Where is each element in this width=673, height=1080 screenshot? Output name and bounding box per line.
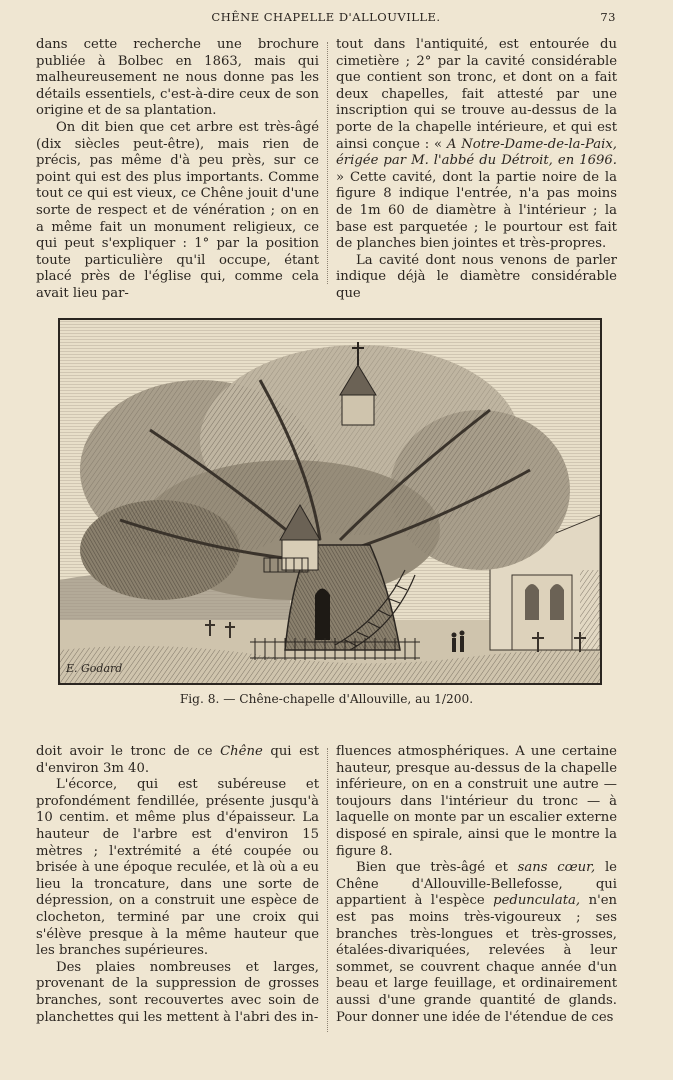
fence xyxy=(250,638,420,660)
running-head xyxy=(36,10,616,28)
text-run: » Cette cavité, dont la partie noire de la figure 8 indique l'entrée, n'a pas moins de 1m 60 de diamètre à l'intérieur ; la base est parquetée ; le pourtour est fait de planches bien jointes et très-propres. xyxy=(336,169,617,252)
paragraph: dans cette recherche une brochure publiée à Bolbec en 1863, mais qui malheureusement ne nous donne pas les détails essentiels, c'est-à-dire ceux de son origine et de sa plantation. xyxy=(36,37,319,119)
paragraph: L'écorce, qui est subéreuse et profondément fendillée, présente jusqu'à 10 centim. et même plus d'épaisseur. La hauteur de l'arbre est d'environ 15 mètres ; l'extrémité a été coupée ou brisée à une époque reculée, et là où a eu lieu la troncature, dans une sorte de dépression, on a construit une espèce de clocheton, terminé par une croix qui s'élève presque à la même hauteur que les branches supérieures. xyxy=(36,777,319,959)
running-title: CHÊNE CHAPELLE D'ALLOUVILLE. xyxy=(211,10,441,24)
paragraph: Des plaies nombreuses et larges, provenant de la suppression de grosses branches, sont recouvertes avec soin de planchettes qui les mettent à l'abri des in- xyxy=(36,959,319,1025)
emphasis: Chêne xyxy=(220,744,263,759)
page-number: 73 xyxy=(600,10,616,24)
column-divider xyxy=(327,42,328,284)
figure-caption: Fig. 8. — Chêne-chapelle d'Allouville, au 1/200. xyxy=(179,692,474,706)
text-run: Bien que très-âgé et xyxy=(356,860,508,876)
bottom-left-column xyxy=(36,744,319,1026)
paragraph xyxy=(36,744,319,777)
paragraph: On dit bien que cet arbre est très-âgé (dix siècles peut-être), mais rien de précis, pas même d'à peu près, sur ce point qui est des plus importants. Comme tout ce qui est vieux, ce Chêne jouit d'une sorte de respect et de vénération ; on en a même fait un monument religieux, ce qui peut s'expliquer : 1° par la position toute particulière qu'il occupe, étant placé près de l'église qui, comme cela avait lieu par- xyxy=(36,119,319,301)
bottom-right-column xyxy=(336,744,617,1026)
figure-engraving xyxy=(58,318,602,685)
text-run: tout dans l'antiquité, est entourée du cimetière ; 2° par la cavité considérable que contient son tronc, et dont on a fait deux chapelles, fait attesté par une inscription qui se trouve au-dessus de la porte de la chapelle intérieure, et qui est ainsi conçue : « xyxy=(336,37,617,152)
paragraph: La cavité dont nous venons de parler indique déjà le diamètre considérable que xyxy=(336,252,617,301)
paragraph xyxy=(336,37,617,253)
text-run: doit avoir le tronc de ce xyxy=(36,744,213,759)
column-divider xyxy=(327,748,328,1032)
engraver-signature: E. Godard xyxy=(66,662,123,675)
oak-chapel-illustration xyxy=(60,320,600,683)
text-run: le Chêne d'Allouville-Bellefosse, qui appartient à l'espèce xyxy=(336,860,617,909)
paragraph: fluences atmosphériques. A une certaine hauteur, presque au-dessus de la chapelle inférieure, on en a construit une autre — toujours dans l'intérieur du tronc — à laquelle on monte par un escalier externe disposé en spirale, ainsi que le montre la figure 8. xyxy=(336,744,617,859)
emphasis: pedunculata, xyxy=(493,893,581,909)
text-run: n'en est pas moins très-vigoureux ; ses branches très-longues et très-grosses, étalées-divariquées, relevées à leur sommet, se couvrent chaque année d'un beau et large feuillage, et ordinairement aussi d'une grande quantité de glands. Pour donner une idée de l'étendue de ces xyxy=(336,893,618,1025)
inscription-quote: A Notre-Dame-de-la-Paix, érigée par M. l'abbé du Détroit, en 1696. xyxy=(336,136,617,169)
paragraph xyxy=(336,860,617,1026)
top-left-column xyxy=(36,37,319,303)
top-right-column xyxy=(336,37,617,303)
text-run: qui est d'environ 3m 40. xyxy=(36,744,319,776)
emphasis: sans cœur, xyxy=(517,860,596,876)
